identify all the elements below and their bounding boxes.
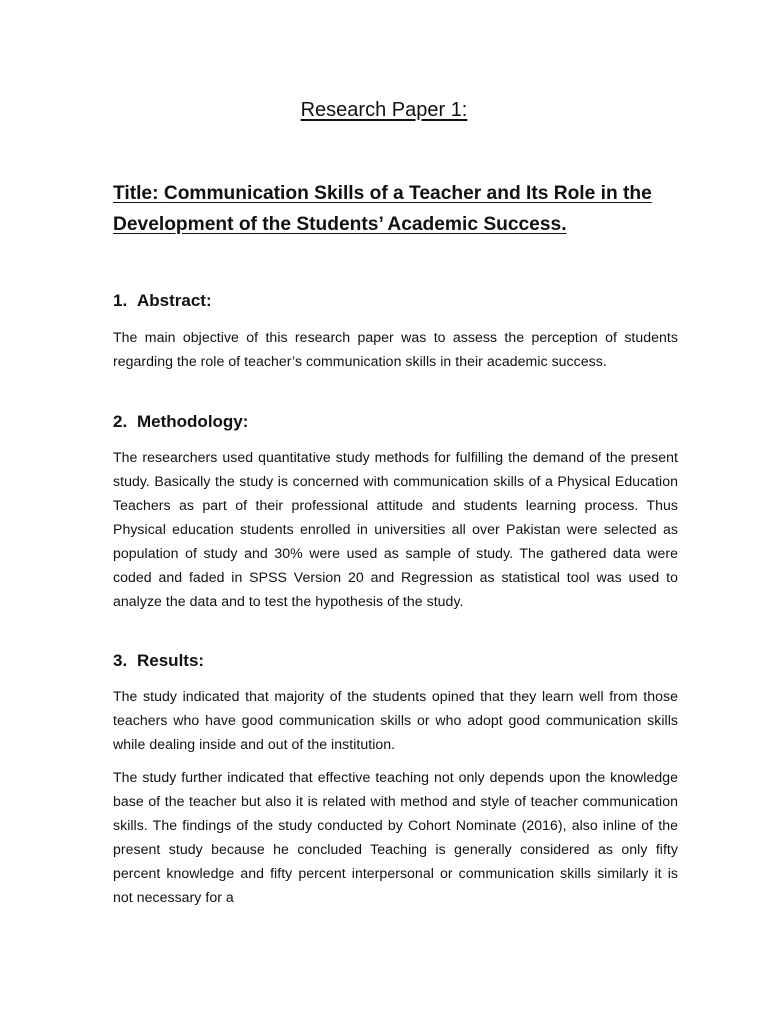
section-title: Results: — [137, 651, 205, 670]
abstract-paragraph: The main objective of this research paper was to assess the perception of students regarding the role of teacher’s communication skills in their academic success. — [113, 329, 678, 369]
section-number: 1. — [113, 291, 128, 310]
section-title: Abstract: — [137, 291, 212, 310]
paper-title — [113, 178, 688, 240]
section-heading-abstract — [113, 289, 688, 313]
section-number: 3. — [113, 651, 128, 670]
section-heading-methodology — [113, 410, 688, 434]
document-heading: Research Paper 1: — [300, 99, 468, 121]
section-heading-results — [113, 649, 688, 673]
title-text: Communication Skills of a Teacher and Its Role in the Development of the Students’ Academic Success. — [113, 183, 652, 235]
results-paragraph-2: The study further indicated that effective teaching not only depends upon the knowledge base of the teacher but also it is related with method and style of teacher communication skills. The findings of the study conducted by Cohort Nominate (2016), also inline of the present study because he concluded Teaching is generally considered as only fifty percent knowledge and fifty percent interpersonal or communication skills similarly it is not necessary for a — [113, 769, 678, 905]
title-label: Title: — [113, 183, 159, 204]
methodology-paragraph: The researchers used quantitative study methods for fulfilling the demand of the present study. Basically the study is concerned with communication skills of a Physical Education Teachers as part of their professional attitude and students learning process. Thus Physical education students enrolled in universities all over Pakistan were selected as population of study and 30% were used as sample of study. The gathered data were coded and faded in SPSS Version 20 and Regression as statistical tool was used to analyze the data and to test the hypothesis of the study. — [113, 449, 678, 609]
results-paragraph-1: The study indicated that majority of the students opined that they learn well from those teachers who have good communication skills or who adopt good communication skills while dealing inside and out of the institution. — [113, 688, 678, 752]
section-title: Methodology: — [137, 412, 249, 431]
section-number: 2. — [113, 412, 128, 431]
